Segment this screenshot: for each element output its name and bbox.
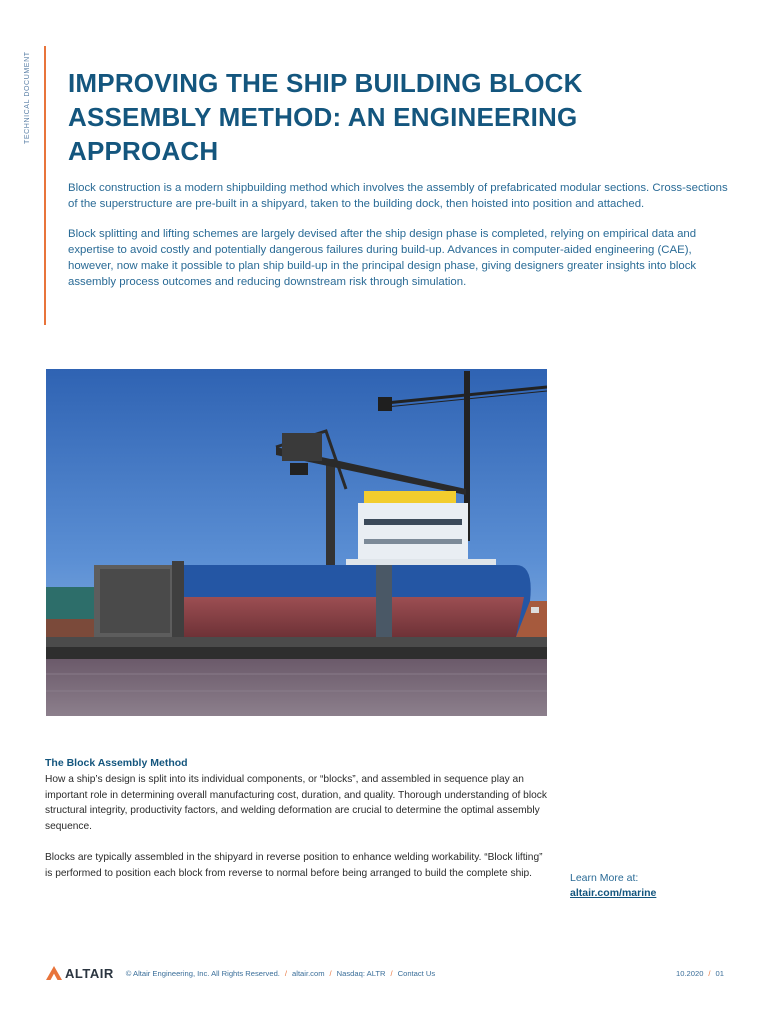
footer-nasdaq: Nasdaq: ALTR [336, 968, 386, 978]
document-type-text: TECHNICAL DOCUMENT [24, 51, 31, 144]
footer-separator: / [329, 968, 332, 978]
footer-site-link[interactable]: altair.com [292, 968, 325, 978]
intro-paragraph-1: Block construction is a modern shipbuilding method which involves the assembly of prefabricated modular sections. Cross-sections of the superstructure are pre-built in a shipyard, taken to the building dock, then hoisted into position and attached. [68, 182, 728, 210]
section-heading: The Block Assembly Method [45, 757, 188, 769]
altair-logo[interactable] [46, 966, 114, 981]
section-paragraph-1: How a ship’s design is split into its individual components, or “blocks”, and assembled in sequence play an important role in determining overall manufacturing cost, duration, and quality. Thorough understanding of block structural integrity, productivity factors, and welding deformation are crucial to determine the optimal assembly sequence. [45, 774, 547, 832]
page-footer [46, 964, 724, 982]
page-title: IMPROVING THE SHIP BUILDING BLOCK ASSEMBLY METHOD: AN ENGINEERING APPROACH [68, 68, 583, 166]
ship-illustration [46, 369, 547, 716]
learn-more-label: Learn More at: [570, 872, 639, 884]
altair-logo-text: ALTAIR [65, 965, 114, 981]
learn-more-link[interactable]: altair.com/marine [570, 887, 657, 899]
footer-page-info [676, 969, 724, 978]
ship-photo [46, 369, 547, 716]
page-number: 01 [715, 968, 724, 978]
section-body [45, 772, 550, 897]
intro-paragraph-2: Block splitting and lifting schemes are largely devised after the ship design phase is completed, relying on empirical data and expertise to avoid costly and potentially dangerous failures during build-up. Advances in computer-aided engineering (CAE), however, now make it possible to plan ship build-up in the principal design phase, giving designers greater insights into block assembly process outcomes and reducing downstream risk through simulation. [68, 228, 697, 288]
footer-separator: / [284, 968, 288, 978]
copyright-text: © Altair Engineering, Inc. All Rights Reserved. [125, 968, 280, 978]
section-paragraph-2: Blocks are typically assembled in the shipyard in reverse position to enhance welding workability. “Block lifting” is performed to position each block from reverse to normal before being arranged to build the complete ship. [45, 851, 543, 879]
altair-logo-icon [46, 966, 62, 980]
document-type-label [24, 44, 40, 144]
footer-separator: / [708, 968, 711, 978]
footer-separator: / [390, 968, 393, 978]
intro-section [68, 181, 734, 305]
accent-bar [44, 46, 46, 325]
footer-contact-link[interactable]: Contact Us [397, 968, 436, 978]
document-date: 10.2020 [675, 968, 704, 978]
